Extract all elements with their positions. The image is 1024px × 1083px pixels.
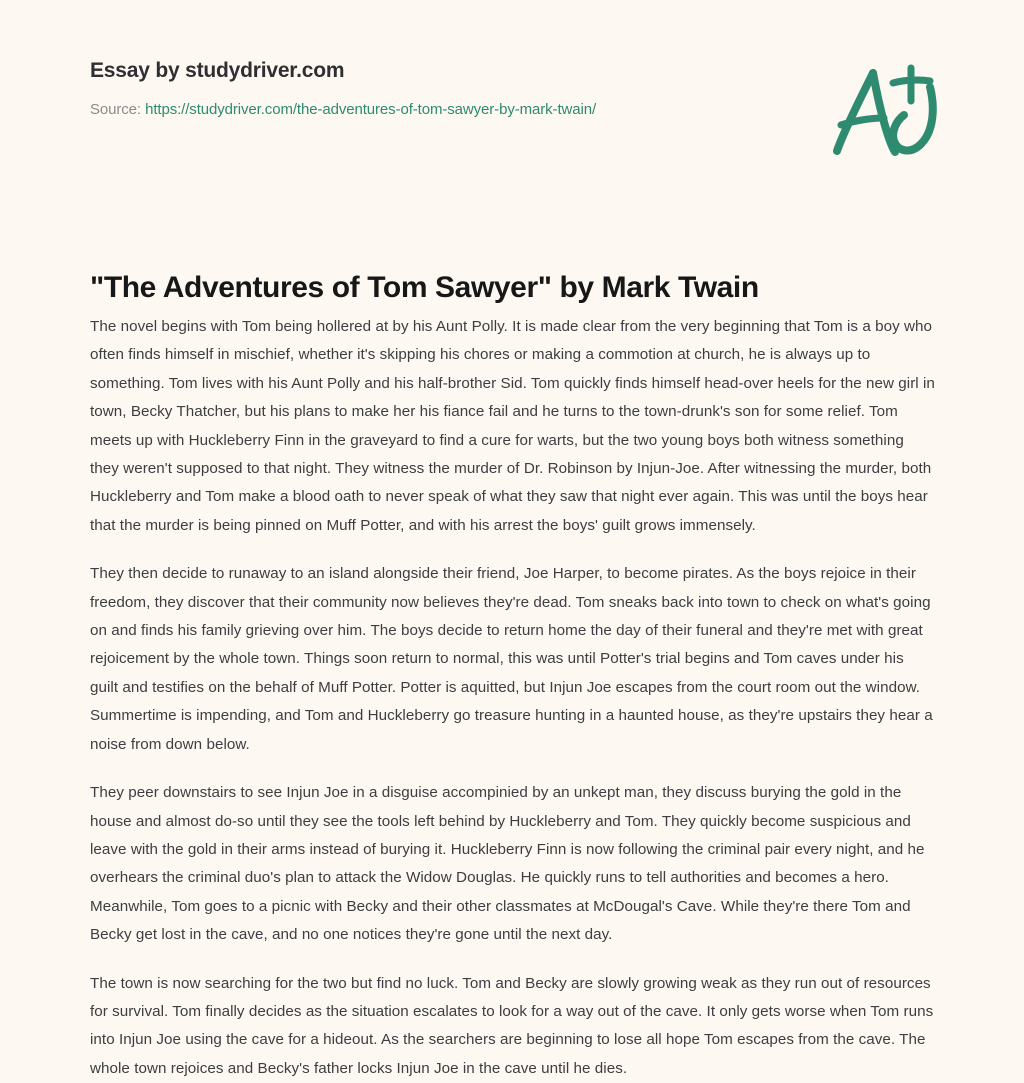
source-url-link[interactable]: https://studydriver.com/the-adventures-of-tom-sawyer-by-mark-twain/ [145, 101, 597, 119]
page-header [90, 58, 934, 119]
source-label: Source: [90, 101, 141, 119]
essay-paragraph: The town is now searching for the two but find no luck. Tom and Becky are slowly growing weak as they run out of resources for survival. Tom finally decides as the situation escalates to look for a way out of the cave. It only gets worse when Tom runs into Injun Joe using the cave for a hideout. As the searchers are beginning to lose all hope Tom escapes from the cave. The whole town rejoices and Becky's father locks Injun Joe in the cave until he dies. [90, 974, 934, 1077]
studydriver-logo[interactable] [826, 55, 946, 170]
essay-paragraph: The novel begins with Tom being hollered at by his Aunt Polly. It is made clear from the very beginning that Tom is a boy who often finds himself in mischief, whether it's skipping his chores or making a commotion at church, he is always up to something. Tom lives with his Aunt Polly and his half-brother Sid. Tom quickly finds himself head-over heels for the new girl in town, Becky Thatcher, but his plans to make her his fiance fail and he turns to the town-drunk's son for some relief. Tom meets up with Huckleberry Finn in the graveyard to find a cure for warts, but the two young boys both witness something they weren't supposed to that night. They witness the murder of Dr. Robinson by Injun-Joe. After witnessing the murder, both Huckleberry and Tom make a blood oath to never speak of what they saw that night ever again. This was until the boys hear that the murder is being pinned on Muff Potter, and with his arrest the boys' guilt grows immensely. [90, 318, 935, 534]
source-line [90, 101, 934, 119]
essay-paragraph: They then decide to runaway to an island alongside their friend, Joe Harper, to become pirates. As the boys rejoice in their freedom, they discover that their community now believes they're dead. Tom sneaks back into town to check on what's going on and finds his family grieving over him. The boys decide to return home the day of their funeral and they're met with great rejoicement by the whole town. Things soon return to normal, this was until Potter's trial begins and Tom caves under his guilt and testifies on the behalf of Muff Potter. Potter is aquitted, but Injun Joe escapes from the court room out the window. Summertime is impending, and Tom and Huckleberry go treasure hunting in a haunted house, as they're upstairs they hear a noise from down below. [90, 565, 933, 753]
a-plus-logo-icon [826, 55, 946, 170]
essay-body [90, 313, 936, 1083]
essay-byline: Essay by studydriver.com [90, 59, 345, 82]
page-title: "The Adventures of Tom Sawyer" by Mark Twain [90, 271, 759, 305]
essay-paragraph: They peer downstairs to see Injun Joe in a disguise accompinied by an unkept man, they discuss burying the gold in the house and almost do-so until they see the tools left behind by Huckleberry and Tom. They quickly become suspicious and leave with the gold in their arms instead of burying it. Huckleberry Finn is now following the criminal pair every night, and he overhears the criminal duo's plan to attack the Widow Douglas. He quickly runs to tell authorities and becomes a hero. Meanwhile, Tom goes to a picnic with Becky and their other classmates at McDougal's Cave. While they're there Tom and Becky get lost in the cave, and no one notices they're gone until the next day. [90, 784, 925, 944]
